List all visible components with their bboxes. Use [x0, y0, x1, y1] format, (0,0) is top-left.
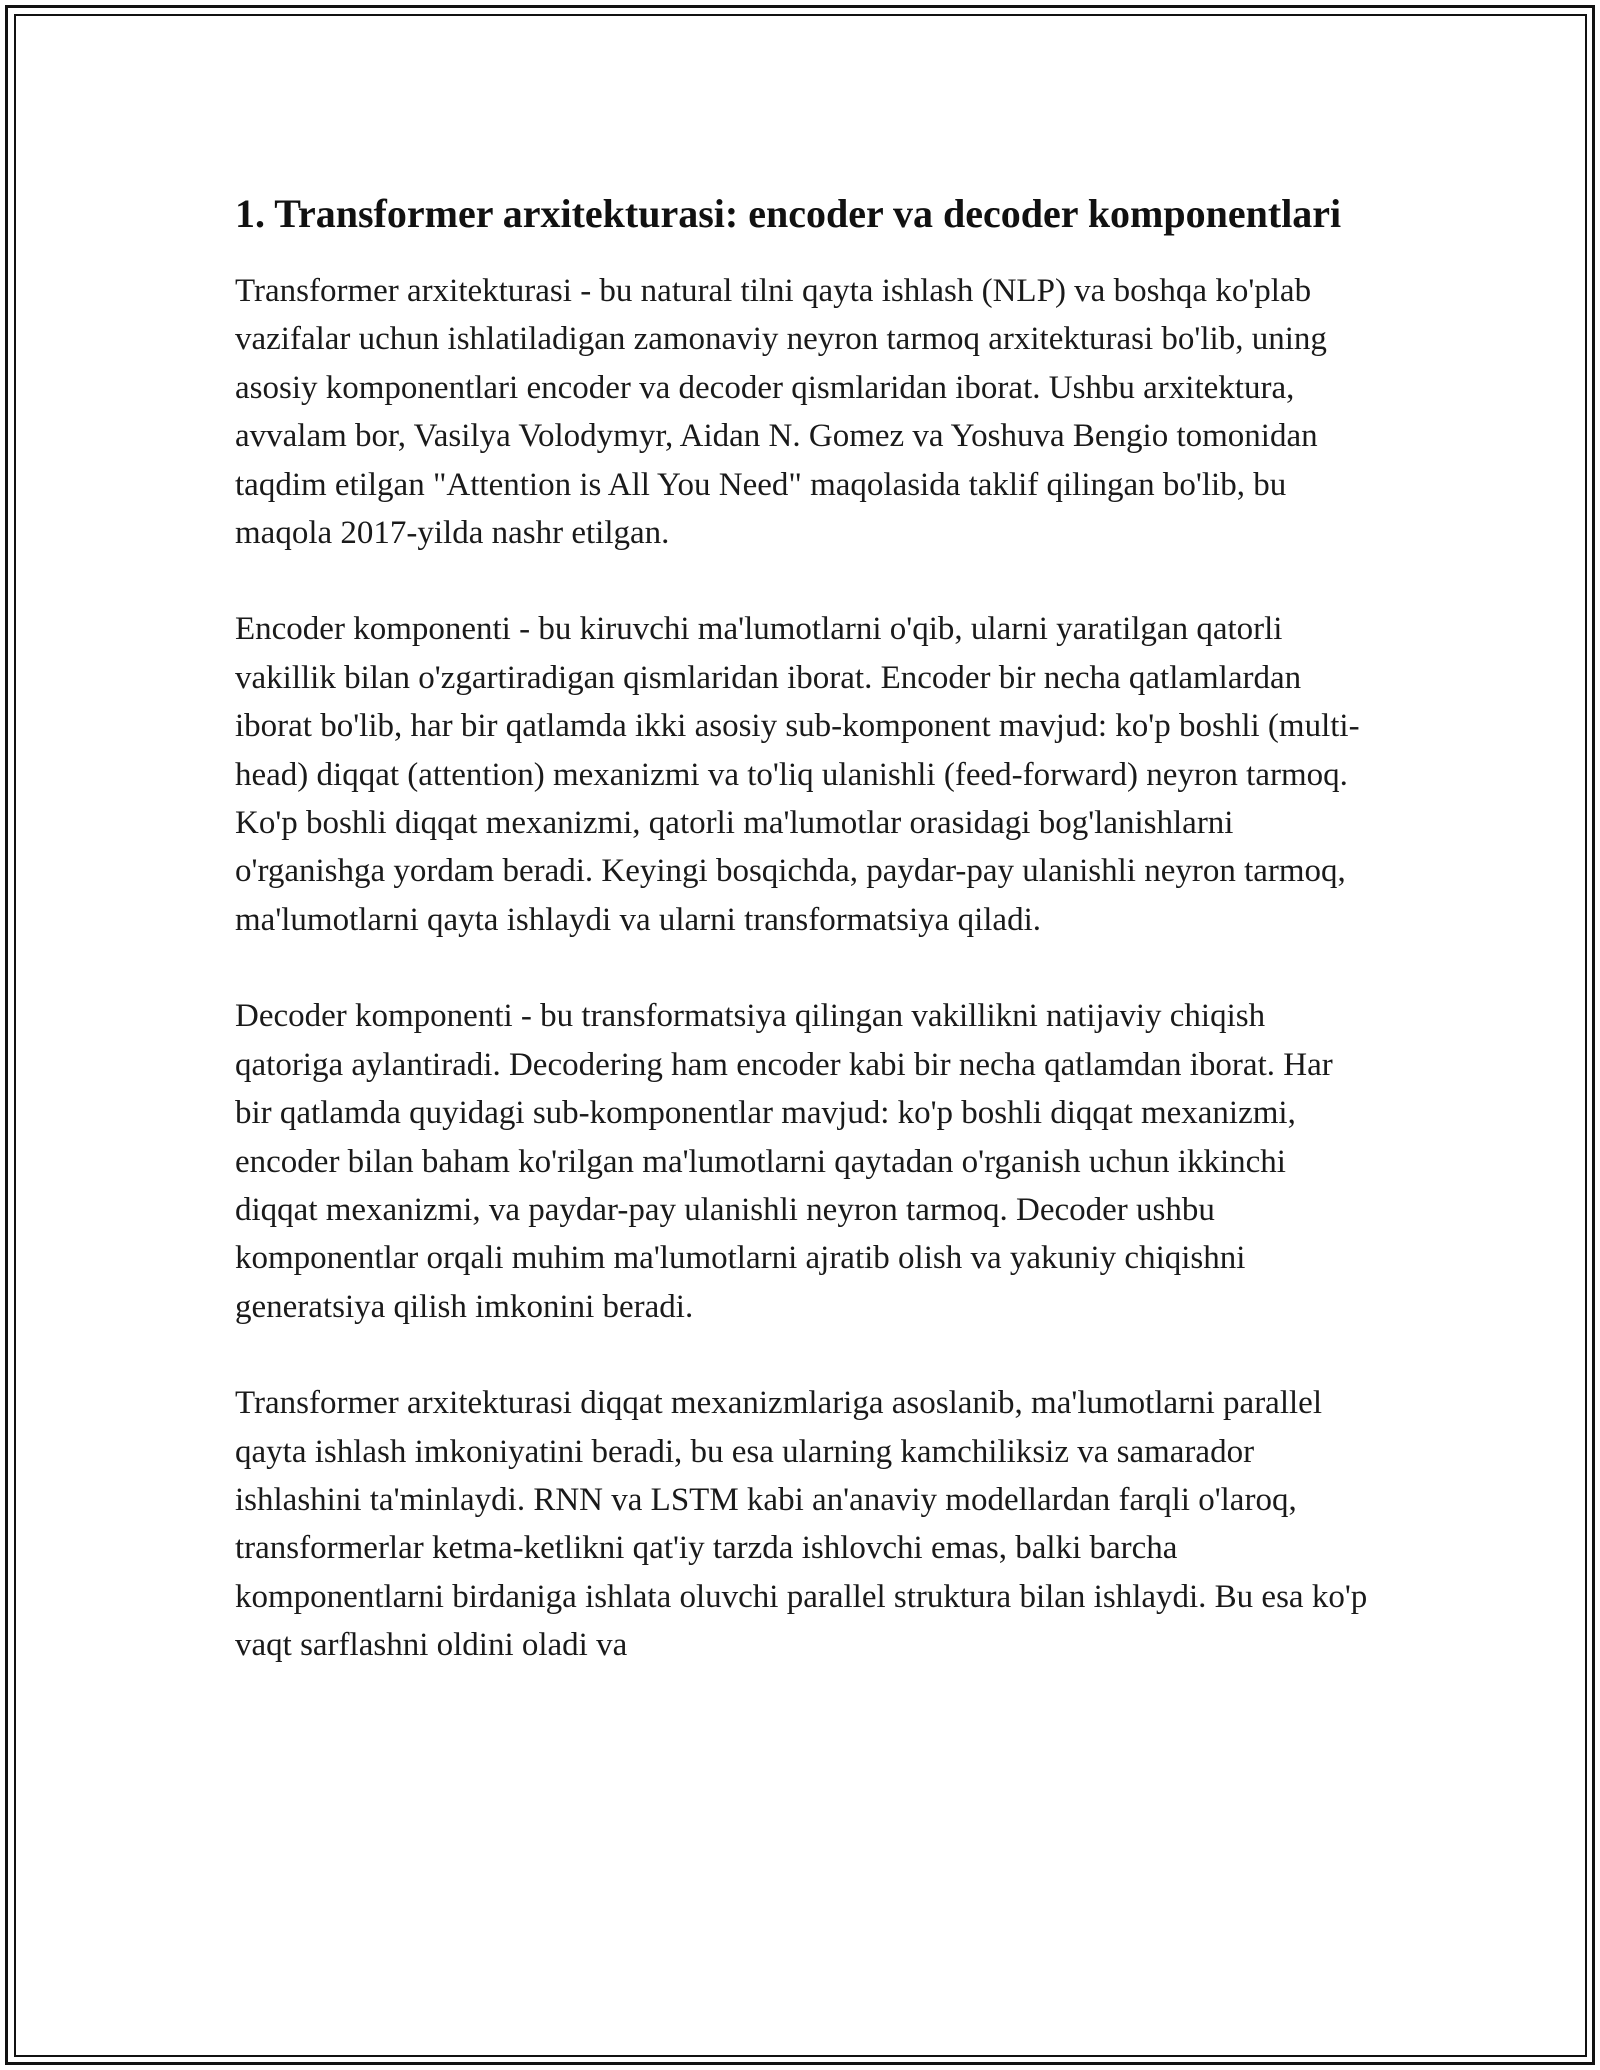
paragraph-summary: Transformer arxitekturasi diqqat mexanizmlariga asoslanib, ma'lumotlarni parallel qayta ishlash imkoniyatini beradi, bu esa ularning kamchiliksiz va samarador ishlashini ta'minlaydi. RNN va LSTM kabi an'anaviy modellardan farqli o'laroq, transformerlar ketma-ketlikni qat'iy tarzda ishlovchi emas, balki barcha komponentlarni birdaniga ishlata oluvchi parallel struktura bilan ishlaydi. Bu esa ko'p vaqt sarflashni oldini oladi va: [235, 1385, 1368, 1664]
paragraph-encoder: Encoder komponenti - bu kiruvchi ma'lumotlarni o'qib, ularni yaratilgan qatorli vakillik bilan o'zgartiradigan qismlaridan iborat. Encoder bir necha qatlamlardan iborat bo'lib, har bir qatlamda ikki asosiy sub-komponent mavjud: ko'p boshli (multi-head) diqqat (attention) mexanizmi va to'liq ulanishli (feed-forward) neyron tarmoq. Ko'p boshli diqqat mexanizmi, qatorli ma'lumotlar orasidagi bog'lanishlarni o'rganishga yordam beradi. Keyingi bosqichda, paydar-pay ulanishli neyron tarmoq, ma'lumotlarni qayta ishlaydi va ularni transformatsiya qiladi.: [235, 611, 1360, 938]
paragraph-decoder: Decoder komponenti - bu transformatsiya qilingan vakillikni natijaviy chiqish qatoriga aylantiradi. Decodering ham encoder kabi bir necha qatlamdan iborat. Har bir qatlamda quyidagi sub-komponentlar mavjud: ko'p boshli diqqat mexanizmi, encoder bilan baham ko'rilgan ma'lumotlarni qaytadan o'rganish uchun ikkinchi diqqat mexanizmi, va paydar-pay ulanishli neyron tarmoq. Decoder ushbu komponentlar orqali muhim ma'lumotlarni ajratib olish va yakuniy chiqishni generatsiya qilish imkonini beradi.: [235, 998, 1333, 1325]
document-body: [235, 186, 1370, 1718]
paragraph-intro: Transformer arxitekturasi - bu natural tilni qayta ishlash (NLP) va boshqa ko'plab vazifalar uchun ishlatiladigan zamonaviy neyron tarmoq arxitekturasi bo'lib, uning asosiy komponentlari encoder va decoder qismlaridan iborat. Ushbu arxitektura, avvalam bor, Vasilya Volodymyr, Aidan N. Gomez va Yoshuva Bengio tomonidan taqdim etilgan "Attention is All You Need" maqolasida taklif qilingan bo'lib, bu maqola 2017-yilda nashr etilgan.: [235, 273, 1327, 552]
section-heading: 1. Transformer arxitekturasi: encoder va decoder komponentlari: [235, 191, 1342, 236]
